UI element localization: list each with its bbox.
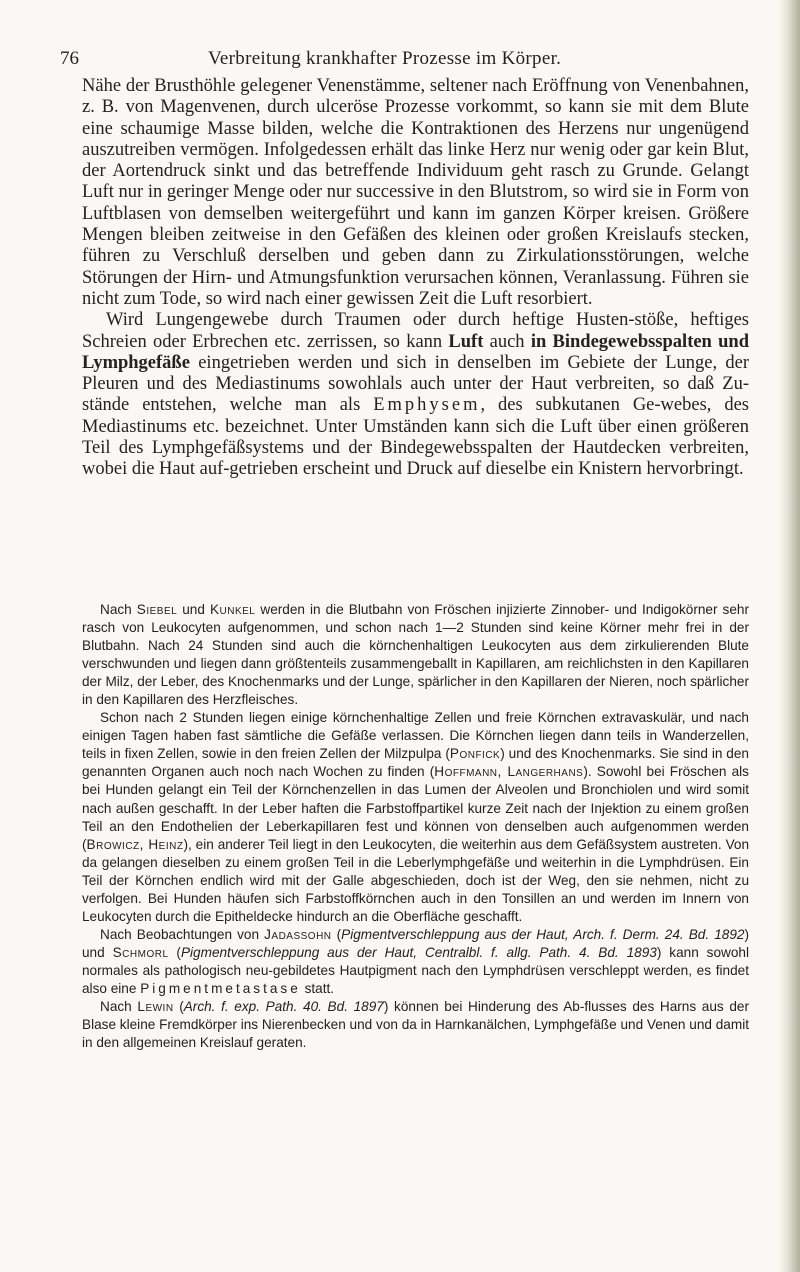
small-print-section bbox=[82, 601, 749, 1052]
text-run: auch bbox=[483, 331, 531, 352]
author-name: Jadassohn bbox=[264, 926, 332, 942]
text-run: werden in die Blutbahn von Fröschen injizierte Zinnober- und Indigokörner sehr rasch von Leukocyten aufgenommen, und schon nach 1—2 Stunden sind keine Körner mehr frei in der Blutbahn. Nach 24 Stunden sind auch die körnchenhaltigen Leukocyten aus dem zirkulierenden Blute verschwunden und liegen dann größtenteils zusammengeballt in Kapillaren, am reichlichsten in den Kapillaren der Milz, der Leber, des Knochenmarks und der Lunge, spärlicher in den Kapillaren der Nieren, noch spärlicher in den Kapillaren des Herzfleisches. bbox=[82, 602, 749, 708]
author-name: Hoffmann, Langerhans bbox=[434, 764, 584, 780]
text-run: ) kann sowohl normales als pathologisch neu-gebildetes Hautpigment nach den Lymphdrüsen verschleppt werden, es findet also eine bbox=[82, 944, 749, 996]
text-run: und bbox=[177, 602, 210, 617]
text-run: ) können bei Hinderung des Ab-flusses des Harns aus der Blase kleine Fremdkörper ins Nierenbecken und von da in Harnkanälchen, Lymphgefäße und Venen und damit in den allgemeinen Kreislauf geraten. bbox=[82, 999, 750, 1051]
spaced-term-emphysem: Emphysem bbox=[373, 395, 481, 416]
citation: Pigmentverschleppung aus der Haut, Centralbl. f. allg. Path. 4. Bd. 1893 bbox=[180, 944, 657, 960]
bold-term-luft: Luft bbox=[448, 331, 484, 352]
author-name: Browicz, Heinz bbox=[86, 836, 184, 852]
author-name: Schmorl bbox=[112, 944, 169, 960]
page-number: 76 bbox=[60, 48, 79, 69]
text-run: ), ein anderer Teil liegt in den Leukocyten, die weiterhin aus dem Gefäßsystem austreten. Von da gelangen dieselben zu einem großen Teil in die Leberlymphgefäße und weiterhin in die Lymphdrüsen. Ein Teil der Körnchen endlich wird mit der Galle abgeschieden, doch ist der Weg, den sie nehmen, nicht zu verfolgen. Bei Hunden häufen sich Farbstoffkörnchen auch in den Tonsillen an und werden im Innern von Leukocyten durch die Epitheldecke hindurch an die Oberfläche geschafft. bbox=[82, 836, 750, 924]
text-run: , des subkutanen Ge-webes, des Mediastinums etc. bezeichnet. Unter Umständen kann sich die Luft über einen größeren Teil des Lymphgefäßsystems und der Bindegewebsspalten der Hautdecken verbreiten, wobei die Haut auf-getrieben erscheint und Druck auf dieselbe ein Knistern hervorbringt. bbox=[82, 395, 750, 480]
text-run: Wird Lungengewebe durch Traumen oder durch heftige Husten-stöße, heftiges Schreien oder Erbrechen etc. zerrissen, so kann bbox=[82, 310, 749, 352]
text-run: Nach bbox=[100, 602, 137, 617]
text-run: Nach Beobachtungen von bbox=[100, 926, 265, 942]
text-run: ). Sowohl bei Fröschen als bei Hunden gelangt ein Teil der Körnchenzellen in das Lumen der Alveolen und Bronchiolen und wird somit nach außen geschafft. In der Leber haften die Farbstoffpartikel kurze Zeit nach der Injektion zu einem großen Teil an den Endothelien der Leberkapillaren fest und können von denselben auch aufgenommen werden ( bbox=[82, 764, 749, 852]
text-run: statt. bbox=[300, 980, 335, 996]
small-paragraph-2 bbox=[82, 709, 749, 926]
main-text bbox=[82, 76, 749, 481]
small-paragraph-4 bbox=[82, 998, 749, 1052]
paragraph-1: Nähe der Brusthöhle gelegener Venenstämme, seltener nach Eröffnung von Venenbahnen, z. B. von Magenvenen, durch ulceröse Prozesse vorkommt, so kann sie mit dem Blute eine schaumige Masse bilden, welche die Kontraktionen des Herzens nur ungenügend auszutreiben vermögen. Infolgedessen erhält das linke Herz nur wenig oder gar kein Blut, der Aortendruck sinkt und das betreffende Individuum geht rasch zu Grunde. Gelangt Luft nur in geringer Menge oder nur successive in den Blutstrom, so wird sie in Form von Luftblasen von demselben weitergeführt und kann im ganzen Körper kreisen. Größere Mengen bleiben zeitweise in den Gefäßen des kleinen oder großen Kreislaufs stecken, führen zu Verschluß derselben und geben dann zu Zirkulationsstörungen, welche Störungen der Hirn- und Atmungsfunktion verursachen können, Veranlassung. Führen sie nicht zum Tode, so wird nach einer gewissen Zeit die Luft resorbiert. bbox=[82, 76, 749, 309]
text-run: ( bbox=[331, 926, 342, 942]
page-edge-shadow bbox=[778, 0, 800, 1272]
text-run: Nach bbox=[100, 999, 138, 1015]
bold-term-bindegewebsspalten: in Bindegewebsspalten und Lymphgefäße bbox=[82, 331, 749, 373]
author-name: Kunkel bbox=[209, 602, 256, 617]
small-paragraph-1 bbox=[82, 601, 749, 709]
author-name: Ponfick bbox=[449, 746, 501, 762]
citation: Pigmentverschleppung aus der Haut, Arch. f. Derm. 24. Bd. 1892 bbox=[341, 926, 745, 942]
author-name: Siebel bbox=[136, 602, 178, 617]
text-run: ) und des Knochenmarks. Sie sind in den genannten Organen auch noch nach Wochen zu finden ( bbox=[82, 746, 749, 780]
citation: Arch. f. exp. Path. 40. Bd. 1897 bbox=[183, 999, 384, 1015]
small-paragraph-3 bbox=[82, 926, 749, 998]
paragraph-2 bbox=[82, 310, 749, 480]
author-name: Lewin bbox=[137, 999, 174, 1015]
text-run: ( bbox=[173, 999, 184, 1015]
text-run: ( bbox=[168, 944, 181, 960]
text-run: ) und bbox=[82, 926, 749, 960]
text-run: Schon nach 2 Stunden liegen einige körnchenhaltige Zellen und freie Körnchen extravaskulär, und nach einigen Tagen haben fast sämtliche die Gefäße verlassen. Die Körnchen liegen dann teils in Wanderzellen, teils in fixen Zellen, sowie in den freien Zellen der Milzpulpa ( bbox=[82, 710, 749, 762]
spaced-term-pigmentmetastase: Pigmentmetastase bbox=[140, 980, 301, 996]
running-title: Verbreitung krankhafter Prozesse im Körper. bbox=[208, 48, 562, 69]
text-run: eingetrieben werden und sich in denselben im Gebiete der Lunge, der Pleuren und des Mediastinums sowohlals auch unter der Haut verbreiten, so daß Zu-stände entstehen, welche man als bbox=[82, 352, 749, 416]
